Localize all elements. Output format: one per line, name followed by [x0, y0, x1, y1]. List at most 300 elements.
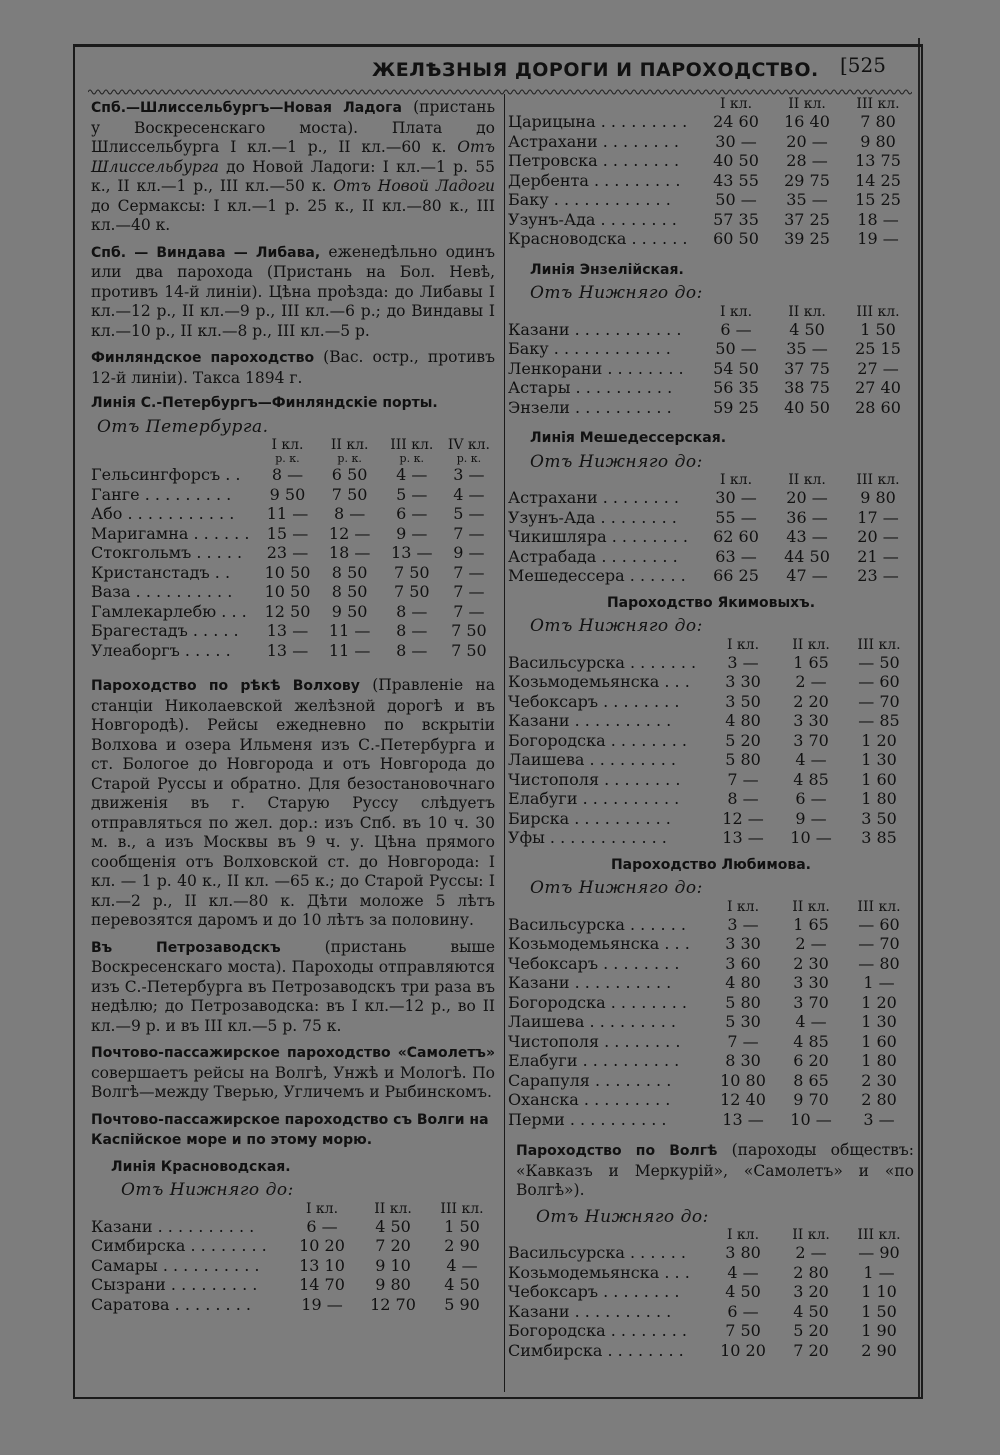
- fare-cell: 3 50: [861, 808, 897, 828]
- destination-cell: Чикишляра . . . . . . . .: [508, 527, 688, 546]
- table-row: [508, 488, 914, 508]
- fare-cell: 5 20: [725, 730, 761, 750]
- destination-cell: Самары . . . . . . . . . .: [91, 1255, 260, 1275]
- table-row: [508, 993, 914, 1013]
- fare-cell: 2 90: [861, 1340, 897, 1360]
- fare-cell: 1 80: [861, 789, 897, 808]
- fare-cell: 50 —: [715, 339, 757, 358]
- fare-cell: 16 40: [784, 112, 830, 131]
- fare-cell: 1 65: [793, 652, 829, 672]
- class-header: II кл.: [792, 1227, 830, 1243]
- destination-cell: Казани . . . . . . . . . .: [91, 1216, 255, 1236]
- table-row: [91, 504, 495, 524]
- fare-cell: 1 60: [861, 769, 897, 789]
- fare-cell: 7 —: [727, 769, 759, 789]
- class-header: II кл.: [330, 437, 369, 453]
- table-row: [508, 1243, 914, 1263]
- class-header: I кл.: [719, 472, 753, 488]
- class-header: I кл.: [726, 1227, 760, 1243]
- fare-cell: 3 —: [453, 465, 485, 484]
- table-row: [91, 1275, 495, 1295]
- currency-unit: р. к.: [275, 452, 300, 465]
- table-header-row: [508, 1227, 914, 1243]
- destination-cell: Васильсурска . . . . . . .: [508, 652, 697, 672]
- fare-cell: 57 35: [713, 209, 759, 229]
- table-row: [91, 543, 495, 563]
- volkhov-paragraph: [91, 676, 495, 931]
- fare-cell: 35 —: [786, 190, 828, 209]
- fare-cell: — 85: [858, 711, 900, 730]
- fare-cell: 30 —: [715, 131, 757, 151]
- table-row: [91, 1295, 495, 1315]
- paragraph-text: еженедѣльно одинъ или два парохода (Пристань на Бол. Невѣ, противъ 14-й линіи). Цѣна проѣзда: до Либавы I кл.—12 р., II кл.—9 р., III кл.—6 р.; до Виндавы I кл.—10 р., II кл.—8 р., III кл.—5 р.: [91, 242, 495, 340]
- fare-cell: 56 35: [713, 378, 759, 397]
- krasnovodsk-fare-table: [91, 1201, 495, 1315]
- fare-cell: 1 80: [861, 1051, 897, 1070]
- fare-cell: — 60: [858, 672, 900, 691]
- class-header: II кл.: [788, 303, 826, 320]
- currency-unit: р. к.: [399, 452, 424, 465]
- fare-cell: 3 70: [793, 730, 829, 750]
- fare-cell: 47 —: [786, 566, 828, 585]
- destination-cell: Узунъ-Ада . . . . . . . .: [508, 209, 677, 229]
- fare-cell: 10 80: [720, 1070, 766, 1090]
- fare-cell: 5 80: [725, 750, 761, 769]
- fare-cell: 13 —: [722, 1109, 764, 1129]
- table-row: [508, 527, 914, 547]
- fare-cell: 20 —: [786, 488, 828, 507]
- table-row: [91, 582, 495, 602]
- fare-cell: 8 —: [396, 640, 428, 660]
- fare-cell: 9 80: [860, 488, 896, 507]
- fare-cell: 6 —: [306, 1216, 338, 1236]
- fare-cell: 12 —: [722, 808, 764, 828]
- fare-cell: 4 50: [793, 1301, 829, 1321]
- destination-cell: Чистополя . . . . . . . .: [508, 1031, 681, 1051]
- class-header: III кл.: [857, 1227, 901, 1243]
- page-number: [525: [840, 53, 886, 77]
- fare-cell: — 60: [858, 914, 900, 934]
- yakimov-fare-table: [508, 637, 914, 848]
- table-row: [508, 339, 914, 359]
- finland-line-title: Линія С.-Петербургъ—Финляндскіе порты.: [91, 395, 438, 411]
- class-header: II кл.: [374, 1200, 412, 1217]
- table-row: [508, 151, 914, 171]
- from-label: Отъ Нижняго до:: [530, 451, 703, 472]
- fare-cell: 4 50: [725, 1282, 761, 1301]
- class-header: I кл.: [726, 898, 760, 915]
- fare-cell: 23 —: [857, 566, 899, 585]
- paragraph-text: до Сермаксы: I кл.—1 р. 25 к., II кл.—80 к., III кл.—40 к.: [91, 196, 495, 234]
- destination-cell: Козьмодемьянска . . .: [508, 934, 690, 953]
- petrozavodsk-paragraph: [91, 938, 495, 1037]
- table-row: [91, 1236, 495, 1256]
- paragraph-text: до Новой Ладоги: I кл.—1 р. 55 к., II кл.—1 р., III кл.—50 к.: [91, 157, 495, 195]
- class-header: III кл.: [857, 898, 901, 915]
- wavy-rule: [88, 88, 912, 96]
- fare-cell: 10 50: [264, 562, 311, 582]
- fare-cell: 6 —: [396, 504, 428, 523]
- table-row: [508, 1051, 914, 1071]
- from-label: Отъ Нижняго до:: [121, 1180, 294, 1200]
- fare-cell: 6 20: [793, 1051, 829, 1070]
- destination-cell: Елабуги . . . . . . . . . .: [508, 1051, 680, 1070]
- fare-cell: 1 30: [861, 1012, 897, 1031]
- fare-cell: 29 75: [784, 170, 830, 190]
- fare-cell: 8 30: [725, 1051, 761, 1070]
- table-header-row: [508, 637, 914, 653]
- class-header: II кл.: [788, 472, 826, 488]
- fare-cell: 8 65: [793, 1070, 829, 1090]
- fare-cell: 7 50: [331, 484, 368, 504]
- fare-cell: 1 65: [793, 914, 829, 934]
- fare-cell: 12 70: [370, 1294, 416, 1314]
- paragraph-text: (Вас. остр., противъ 12-й линіи). Такса 1894 г.: [91, 348, 495, 387]
- destination-cell: Баку . . . . . . . . . . . .: [508, 339, 671, 358]
- fare-cell: 60 50: [713, 229, 759, 248]
- fare-cell: 7 20: [793, 1340, 829, 1360]
- caspian-paragraph: [91, 1110, 495, 1151]
- fare-cell: 5 90: [444, 1294, 480, 1314]
- destination-cell: Улеаборгъ . . . . .: [91, 640, 231, 660]
- table-row: [508, 672, 914, 692]
- destination-cell: Энзели . . . . . . . . . .: [508, 397, 672, 417]
- table-row: [508, 320, 914, 340]
- fare-cell: 13 10: [299, 1255, 345, 1275]
- shlisselburg-paragraph: [91, 98, 495, 236]
- fare-cell: 2 30: [861, 1070, 897, 1090]
- fare-cell: 40 50: [713, 151, 759, 170]
- fare-cell: 20 —: [857, 527, 899, 546]
- section-heading: Почтово-пассажирское пароходство «Самолетъ»: [91, 1045, 495, 1061]
- destination-cell: Козьмодемьянска . . .: [508, 1262, 690, 1282]
- finland-paragraph: [91, 348, 495, 388]
- fare-cell: 9 80: [375, 1275, 411, 1294]
- fare-cell: 15 25: [855, 190, 901, 209]
- fare-cell: 43 55: [713, 170, 759, 190]
- volga-fare-table: [508, 1227, 914, 1360]
- destination-cell: Астары . . . . . . . . . .: [508, 378, 673, 397]
- fare-cell: 9 70: [793, 1090, 829, 1109]
- fare-cell: 10 —: [790, 828, 832, 847]
- fare-cell: 66 25: [713, 566, 759, 585]
- fare-cell: 3 30: [725, 672, 761, 691]
- fare-cell: 5 80: [725, 992, 761, 1012]
- section-heading: Почтово-пассажирское пароходство съ Волги на Каспійское море и по этому морю.: [91, 1111, 489, 1148]
- fare-cell: 7 —: [453, 523, 485, 543]
- fare-cell: — 80: [858, 953, 900, 973]
- fare-cell: 9 —: [453, 543, 485, 562]
- table-row: [508, 711, 914, 731]
- fare-cell: 5 —: [453, 504, 485, 523]
- fare-cell: 44 50: [784, 546, 830, 566]
- fare-cell: 4 —: [795, 750, 827, 769]
- fare-cell: 23 —: [266, 543, 309, 562]
- fare-cell: 13 —: [266, 640, 309, 660]
- destination-cell: Чистополя . . . . . . . .: [508, 769, 681, 789]
- enzeli-fare-table: [508, 304, 914, 418]
- fare-cell: 15 —: [266, 523, 309, 543]
- table-row: [508, 770, 914, 790]
- table-row: [508, 1110, 914, 1130]
- fare-cell: 54 50: [713, 358, 759, 378]
- table-row: [91, 621, 495, 641]
- fare-cell: 1 50: [861, 1301, 897, 1321]
- fare-cell: 38 75: [784, 378, 830, 397]
- fare-cell: 43 —: [786, 527, 828, 546]
- destination-cell: Ленкорани . . . . . . . .: [508, 358, 684, 378]
- fare-cell: 7 50: [393, 582, 430, 601]
- table-row: [508, 653, 914, 673]
- fare-cell: 8 —: [271, 465, 304, 484]
- destination-cell: Симбирска . . . . . . . .: [91, 1236, 267, 1255]
- destination-cell: Васильсурска . . . . . .: [508, 914, 686, 934]
- section-heading: Пароходство по рѣкѣ Волхову: [91, 678, 360, 694]
- fare-cell: 7 —: [453, 582, 485, 601]
- enzeli-line-title: Линія Энзелійская.: [530, 261, 684, 278]
- destination-cell: Лаишева . . . . . . . . .: [508, 1012, 676, 1031]
- page-title: ЖЕЛѢЗНЫЯ ДОРОГИ И ПАРОХОДСТВО.: [372, 59, 819, 81]
- fare-cell: 62 60: [713, 527, 759, 546]
- fare-cell: 8 —: [396, 601, 428, 621]
- fare-cell: 55 —: [715, 507, 757, 527]
- fare-cell: 36 —: [786, 507, 828, 527]
- fare-cell: 4 50: [444, 1275, 480, 1294]
- fare-cell: 39 25: [784, 229, 830, 248]
- fare-cell: 4 —: [727, 1262, 759, 1282]
- samolet-paragraph: [91, 1043, 495, 1103]
- fare-cell: 1 —: [863, 973, 895, 992]
- currency-row: [91, 453, 495, 465]
- fare-cell: — 90: [858, 1243, 900, 1262]
- fare-cell: 9 —: [795, 808, 827, 828]
- fare-cell: 1 30: [861, 750, 897, 769]
- italic-text: Отъ Шлиссельбурга: [91, 138, 495, 176]
- destination-cell: Казани . . . . . . . . . . .: [508, 319, 682, 339]
- fare-cell: 13 75: [855, 151, 901, 170]
- currency-unit: р. к.: [456, 452, 482, 465]
- fare-cell: 20 —: [786, 131, 828, 151]
- fare-cell: 13 —: [266, 621, 309, 640]
- table-row: [508, 112, 914, 132]
- destination-cell: Кристанстадъ . .: [91, 562, 231, 582]
- fare-cell: 6 —: [727, 1301, 759, 1321]
- fare-cell: 8 —: [333, 504, 366, 523]
- fare-cell: 11 —: [328, 640, 371, 660]
- destination-cell: Сарапуля . . . . . . . .: [508, 1070, 672, 1090]
- fare-cell: 1 50: [444, 1216, 480, 1236]
- destination-cell: Красноводска . . . . . .: [508, 229, 688, 248]
- fare-cell: 4 80: [725, 711, 761, 730]
- destination-cell: Мешедессера . . . . . .: [508, 566, 686, 585]
- fare-cell: 13 —: [391, 543, 433, 562]
- table-row: [508, 1012, 914, 1032]
- class-header: I кл.: [726, 636, 760, 653]
- destination-cell: Симбирска . . . . . . . .: [508, 1340, 684, 1360]
- fare-cell: 8 —: [727, 789, 759, 808]
- fare-cell: 7 20: [375, 1236, 411, 1255]
- table-header-row: [508, 472, 914, 488]
- fare-cell: 7 50: [725, 1321, 761, 1340]
- destination-cell: Гамлекарлебю . . .: [91, 601, 247, 621]
- fare-cell: 3 60: [725, 953, 761, 973]
- fare-cell: — 50: [858, 652, 900, 672]
- fare-cell: 9 50: [269, 484, 306, 504]
- fare-cell: 7 —: [453, 601, 485, 621]
- fare-cell: 24 60: [713, 112, 759, 131]
- paragraph-text: совершаетъ рейсы на Волгѣ, Унжѣ и Мологѣ. По Волгѣ—между Тверью, Угличемъ и Рыбинскомъ.: [91, 1063, 495, 1101]
- fare-cell: 63 —: [715, 546, 757, 566]
- fare-cell: 4 —: [396, 465, 428, 484]
- destination-cell: Богородска . . . . . . . .: [508, 730, 688, 750]
- fare-cell: 11 —: [266, 504, 309, 523]
- fare-cell: 1 10: [861, 1282, 897, 1301]
- table-row: [91, 1256, 495, 1276]
- fare-cell: 28 —: [786, 151, 828, 170]
- fare-cell: 40 50: [784, 397, 830, 417]
- fare-cell: 10 50: [264, 582, 311, 601]
- class-header: II кл.: [792, 898, 830, 915]
- table-header-row: [91, 1201, 495, 1217]
- fare-cell: 3 —: [727, 652, 759, 672]
- from-label: Отъ Нижняго до:: [536, 1206, 709, 1227]
- fare-cell: 4 —: [446, 1255, 478, 1275]
- fare-cell: 9 50: [331, 601, 368, 621]
- yakimov-title: Пароходство Якимовыхъ.: [606, 594, 816, 611]
- fare-cell: 3 70: [793, 992, 829, 1012]
- volga-paragraph: [516, 1141, 914, 1201]
- destination-cell: Або . . . . . . . . . . .: [91, 504, 235, 523]
- fare-cell: 2 —: [795, 1243, 827, 1262]
- table-row: [508, 973, 914, 993]
- table-row: [508, 229, 914, 249]
- fare-cell: 2 90: [444, 1236, 480, 1255]
- fare-cell: 2 —: [795, 934, 827, 953]
- destination-cell: Козьмодемьянска . . .: [508, 672, 690, 691]
- destination-cell: Гельсингфорсъ . .: [91, 465, 241, 484]
- table-row: [508, 1282, 914, 1302]
- fare-cell: 18 —: [857, 209, 899, 229]
- table-header-row: [91, 437, 495, 453]
- table-row: [508, 210, 914, 230]
- fare-cell: 13 —: [722, 828, 764, 847]
- table-row: [508, 1263, 914, 1283]
- from-label: Отъ Нижняго до:: [530, 283, 703, 303]
- fare-cell: 8 —: [396, 621, 428, 640]
- table-row: [508, 566, 914, 586]
- destination-cell: Чебоксаръ . . . . . . . .: [508, 953, 680, 973]
- fare-cell: 8 50: [331, 562, 368, 582]
- destination-cell: Брагестадъ . . . . .: [91, 621, 239, 640]
- paragraph-text: (Правленіе на станціи Николаевской желѣзной дорогѣ и въ Новгородѣ). Рейсы ежедневно по вскрытіи Волхова и озера Ильменя изъ С.-Петербурга и ст. Бологое до Новгорода и отъ Новгорода до Старой Руссы и обратно. Для безостановочнаго движенія въ г. Старую Руссу слѣдуетъ отправляться по жел. дор.: изъ Спб. въ 10 ч. 30 м. в., а изъ Москвы въ 9 ч. у. Цѣна прямого сообщенія отъ Волховской ст. до Новгорода: I кл. — 1 р. 40 к., II кл. —65 к.; до Старой Руссы: I кл.—2 р., II кл.—80 к. Дѣти моложе 5 лѣтъ перевозятся даромъ и до 10 лѣтъ за половину.: [91, 676, 495, 929]
- fare-cell: 30 —: [715, 488, 757, 507]
- fare-cell: 3 20: [793, 1282, 829, 1301]
- paragraph-text: (пристань выше Воскресенскаго моста). Пароходы отправляются изъ С.-Петербурга въ Петрозаводскъ три раза въ недѣлю; до Петрозаводска: въ I кл.—12 р., во II кл.—9 р. и въ III кл.—5 р. 75 к.: [91, 937, 496, 1035]
- fare-cell: 1 50: [860, 319, 896, 339]
- fare-cell: 3 50: [725, 691, 761, 711]
- class-header: III кл.: [856, 303, 900, 320]
- fare-cell: 4 85: [793, 769, 829, 789]
- fare-cell: 5 30: [725, 1012, 761, 1031]
- fare-cell: 5 —: [396, 484, 428, 504]
- fare-cell: 9 —: [396, 523, 428, 543]
- class-header: I кл.: [719, 96, 753, 112]
- table-row: [508, 171, 914, 191]
- fare-cell: — 70: [858, 691, 900, 711]
- destination-cell: Саратова . . . . . . . .: [91, 1294, 251, 1314]
- table-row: [508, 692, 914, 712]
- fare-cell: 4 —: [453, 484, 485, 504]
- fare-cell: 1 20: [861, 992, 897, 1012]
- fare-cell: 3 —: [863, 1109, 895, 1129]
- table-row: [508, 398, 914, 418]
- destination-cell: Казани . . . . . . . . . .: [508, 711, 672, 730]
- section-heading: Въ Петрозаводскъ: [91, 939, 281, 956]
- table-header-row: [508, 96, 914, 112]
- fare-cell: 7 —: [727, 1031, 759, 1051]
- fare-cell: 7 50: [451, 640, 487, 660]
- class-header: I кл.: [305, 1200, 339, 1217]
- vindava-paragraph: [91, 243, 495, 342]
- table-row: [508, 1321, 914, 1341]
- fare-cell: 12 40: [720, 1090, 766, 1109]
- krasnovodsk-continued-table: [508, 96, 914, 249]
- italic-text: Отъ Новой Ладоги: [333, 177, 496, 195]
- table-row: [508, 1302, 914, 1322]
- fare-cell: 7 50: [393, 562, 430, 582]
- destination-cell: Елабуги . . . . . . . . . .: [508, 789, 680, 808]
- table-row: [508, 915, 914, 935]
- fare-cell: 27 40: [855, 378, 901, 397]
- fare-cell: 59 25: [713, 397, 759, 417]
- destination-cell: Бирска . . . . . . . . . .: [508, 808, 671, 828]
- destination-cell: Богородска . . . . . . . .: [508, 1321, 688, 1340]
- table-row: [91, 641, 495, 661]
- table-row: [91, 1217, 495, 1237]
- fare-cell: 19 —: [857, 229, 899, 248]
- class-header: II кл.: [792, 636, 830, 653]
- fare-cell: 14 25: [855, 170, 901, 190]
- class-header: IV кл.: [447, 437, 490, 453]
- fare-cell: 2 80: [861, 1090, 897, 1109]
- destination-cell: Чебоксаръ . . . . . . . .: [508, 1282, 680, 1301]
- from-label: Отъ Петербурга.: [97, 416, 269, 437]
- fare-cell: 1 90: [861, 1321, 897, 1340]
- finland-fare-table: [91, 437, 495, 660]
- table-header-row: [508, 304, 914, 320]
- destination-cell: Царицына . . . . . . . . .: [508, 112, 688, 131]
- fare-cell: 19 —: [301, 1294, 343, 1314]
- paragraph-text: (пристань у Воскресенскаго моста). Плата до Шлиссельбурга I кл.—1 р., II кл.—60 к.: [91, 98, 496, 156]
- class-header: III кл.: [856, 472, 900, 488]
- destination-cell: Оханска . . . . . . . . .: [508, 1090, 671, 1109]
- table-header-row: [508, 899, 914, 915]
- lyubimov-title: Пароходство Любимова.: [610, 856, 812, 873]
- fare-cell: 37 75: [784, 358, 830, 378]
- fare-cell: — 70: [858, 934, 900, 953]
- fare-cell: 5 20: [793, 1321, 829, 1340]
- table-row: [508, 378, 914, 398]
- destination-cell: Астрахани . . . . . . . .: [508, 131, 679, 151]
- table-row: [508, 1071, 914, 1091]
- fare-cell: 21 —: [857, 546, 899, 566]
- fare-cell: 4 80: [725, 973, 761, 992]
- fare-cell: 3 —: [727, 914, 759, 934]
- destination-cell: Ганге . . . . . . . . .: [91, 484, 232, 504]
- destination-cell: Маригамна . . . . . .: [91, 523, 250, 543]
- fare-cell: 25 15: [855, 339, 901, 358]
- from-label: Отъ Нижняго до:: [530, 616, 703, 636]
